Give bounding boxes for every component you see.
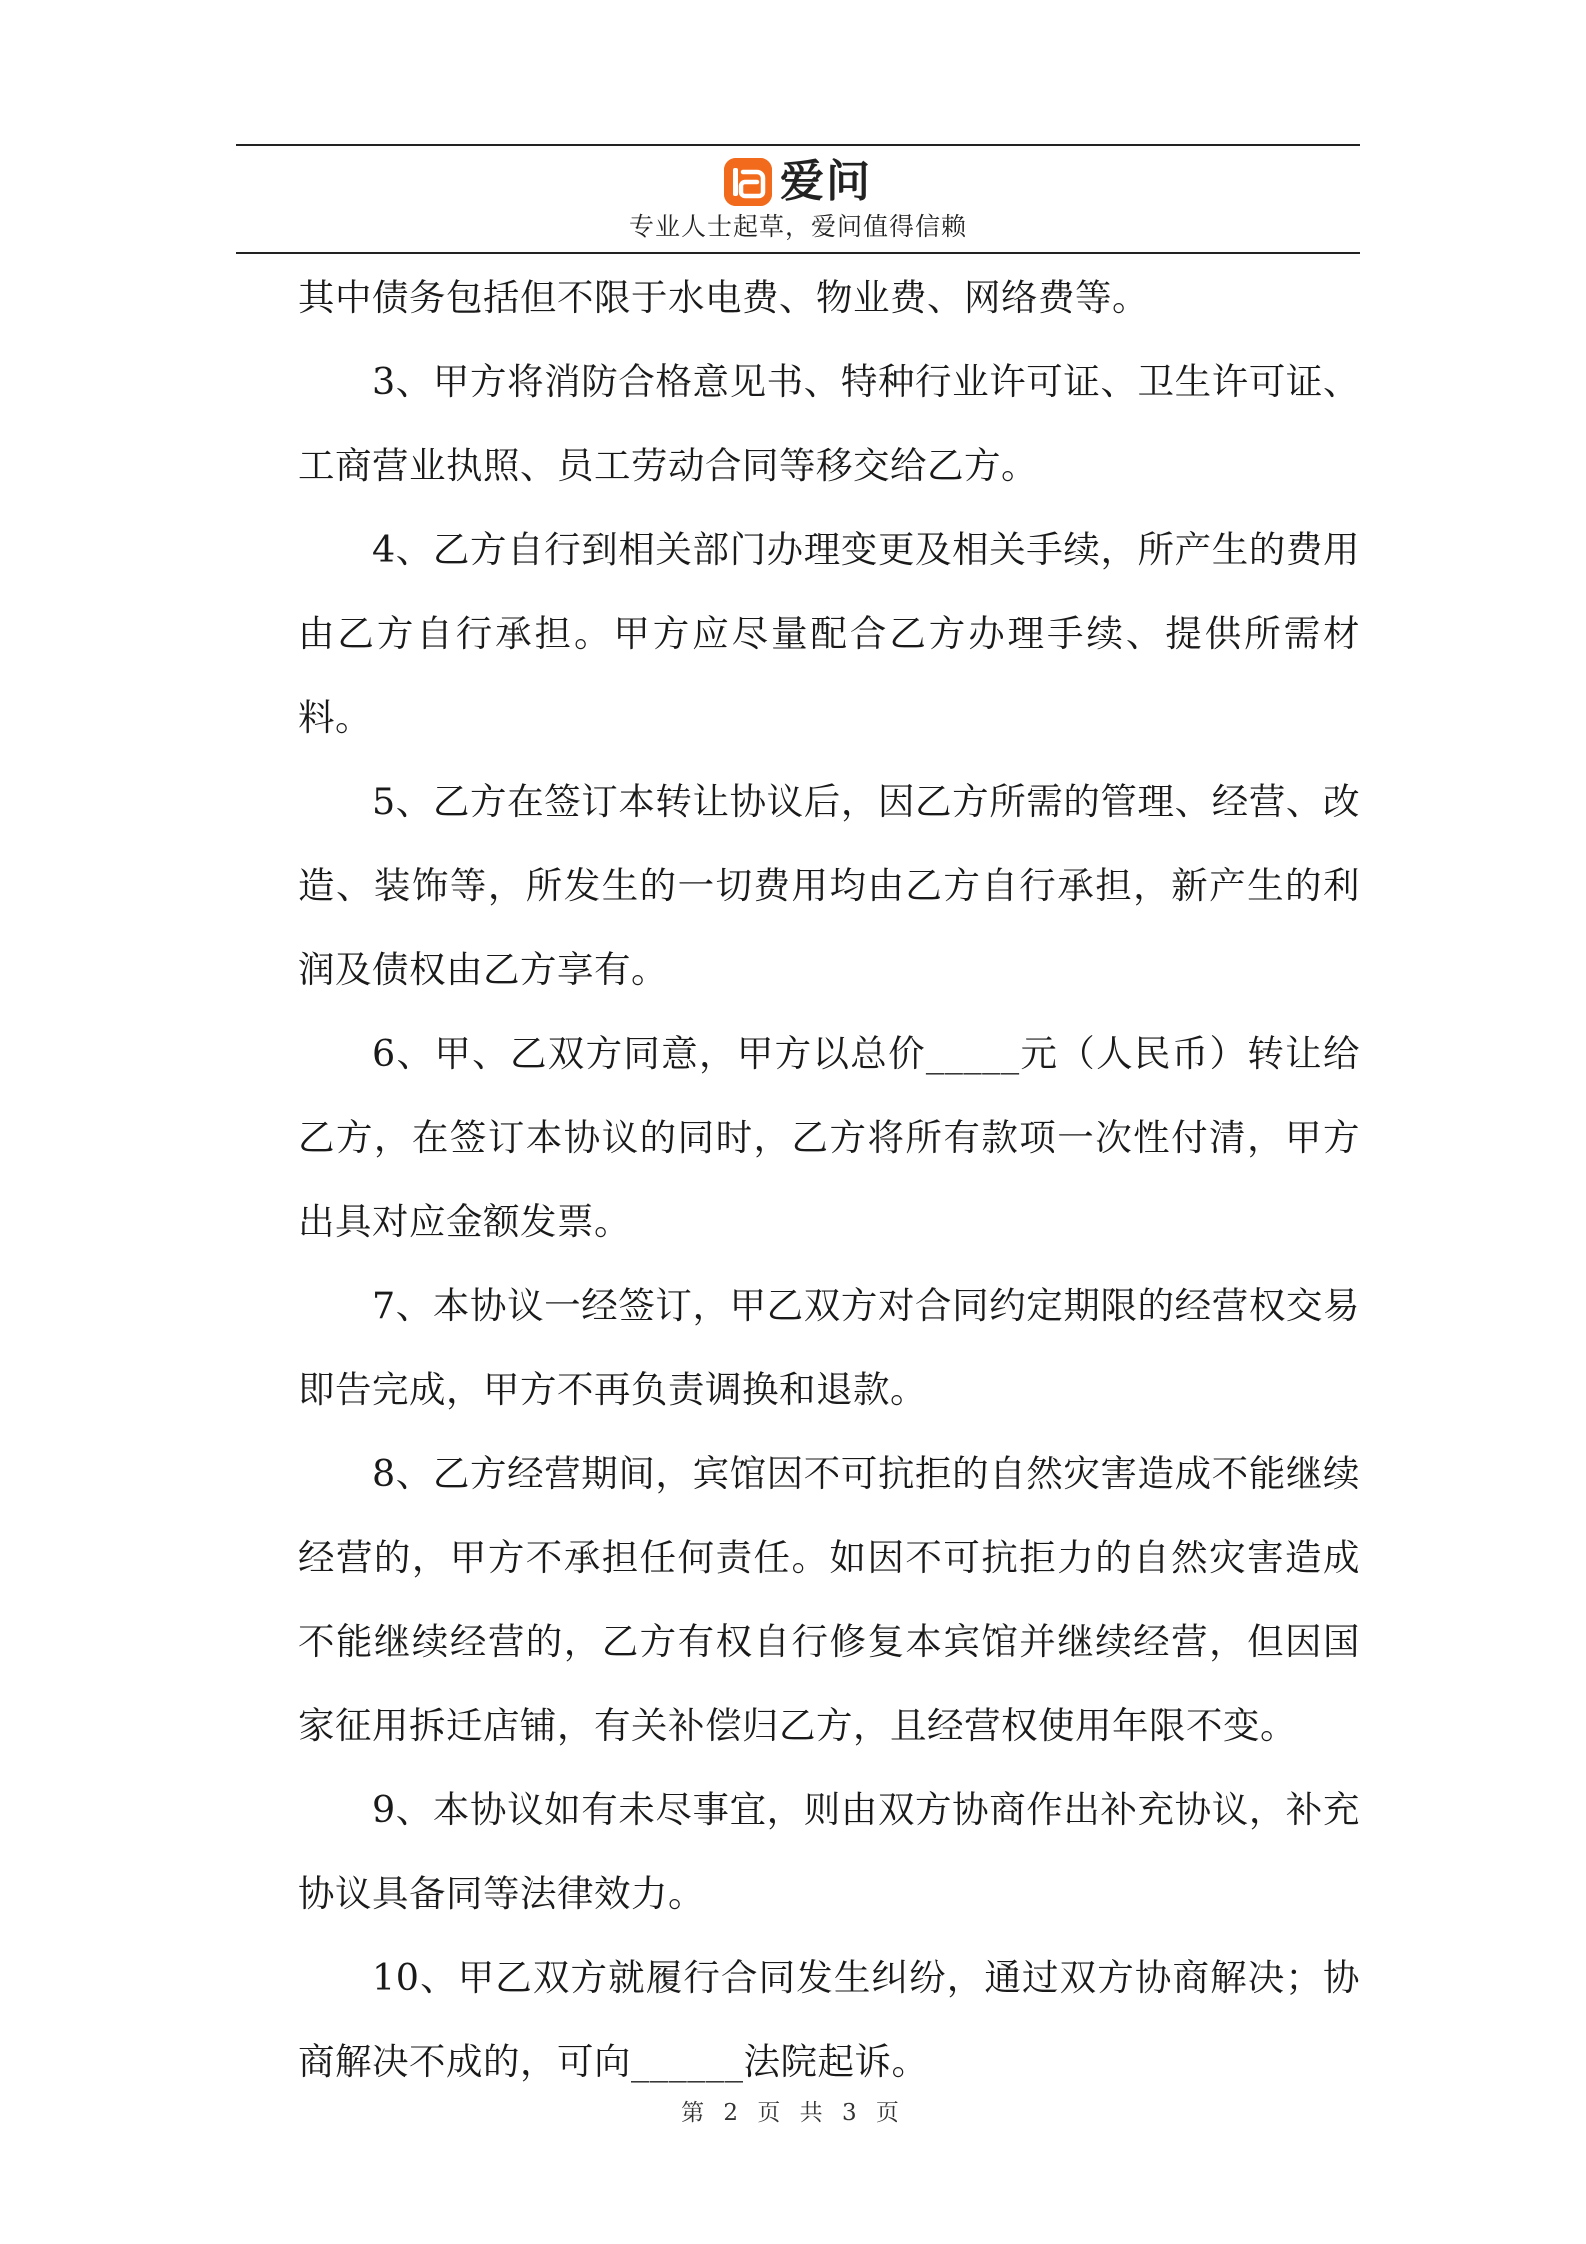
brand-logo xyxy=(236,154,1360,210)
page-number: 第 2 页 共 3 页 xyxy=(681,2100,905,2126)
clause-5: 5、乙方在签订本转让协议后，因乙方所需的管理、经营、改造、装饰等，所发生的一切费用均由乙方自行承担，新产生的利润及债权由乙方享有。 xyxy=(298,780,1360,991)
page-header xyxy=(236,144,1360,254)
clause-3: 3、甲方将消防合格意见书、特种行业许可证、卫生许可证、工商营业执照、员工劳动合同等移交给乙方。 xyxy=(298,360,1360,487)
clause-6: 6、甲、乙双方同意，甲方以总价_____元（人民币）转让给乙方，在签订本协议的同时，乙方将所有款项一次性付清，甲方出具对应金额发票。 xyxy=(298,1032,1360,1243)
paragraph-debts: 其中债务包括但不限于水电费、物业费、网络费等。 xyxy=(298,276,1149,319)
clause-10: 10、甲乙双方就履行合同发生纠纷，通过双方协商解决；协商解决不成的，可向______法院起诉。 xyxy=(298,1956,1360,2083)
brand-logo-icon xyxy=(724,158,772,206)
brand-name: 爱问 xyxy=(780,156,872,207)
clause-9: 9、本协议如有未尽事宜，则由双方协商作出补充协议，补充协议具备同等法律效力。 xyxy=(298,1788,1360,1915)
clause-8: 8、乙方经营期间，宾馆因不可抗拒的自然灾害造成不能继续经营的，甲方不承担任何责任。如因不可抗拒力的自然灾害造成不能继续经营的，乙方有权自行修复本宾馆并继续经营，但因国家征用拆迁店铺，有关补偿归乙方，且经营权使用年限不变。 xyxy=(298,1452,1360,1747)
clause-7: 7、本协议一经签订，甲乙双方对合同约定期限的经营权交易即告完成，甲方不再负责调换和退款。 xyxy=(298,1284,1360,1411)
clause-4: 4、乙方自行到相关部门办理变更及相关手续，所产生的费用由乙方自行承担。甲方应尽量配合乙方办理手续、提供所需材料。 xyxy=(298,528,1360,739)
header-slogan: 专业人士起草，爱问值得信赖 xyxy=(628,212,967,241)
document-body xyxy=(298,256,1360,2104)
